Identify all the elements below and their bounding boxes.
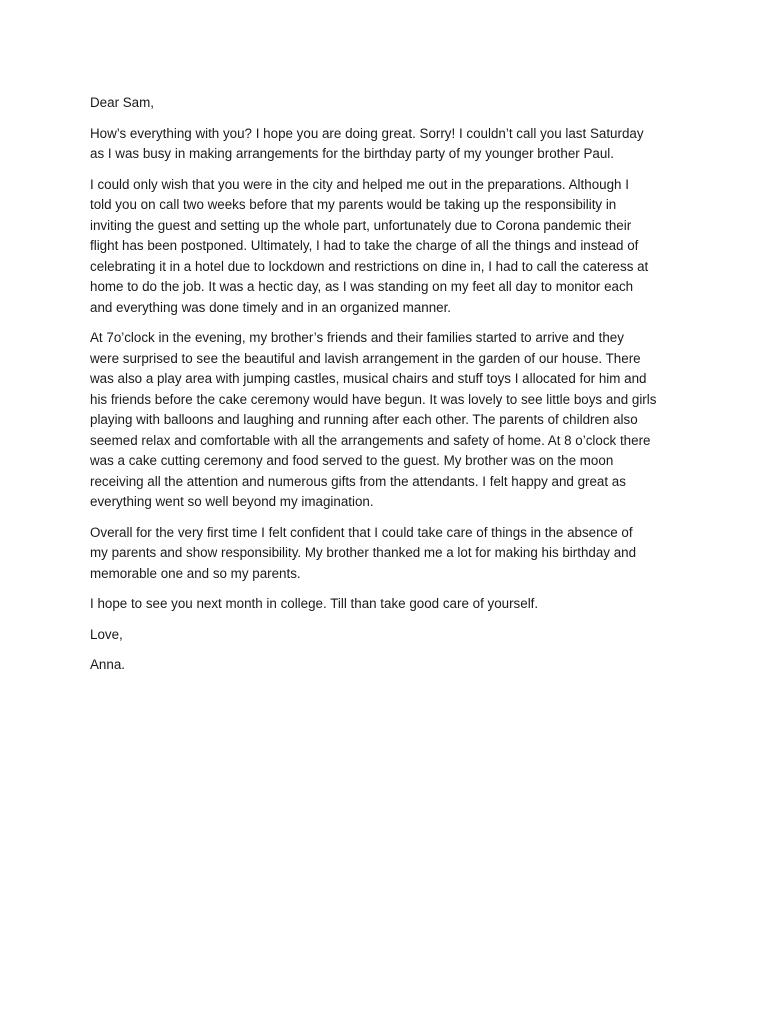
closing: Love, xyxy=(90,626,123,642)
signature: Anna. xyxy=(90,657,125,672)
paragraph-2: I could only wish that you were in the city and helped me out in the preparations. Although I told you on call two weeks before that my parents would be taking up the responsibility in inviting the guest and setting up the whole part, unfortunately due to Corona pandemic their flight has been postponed. Ultimately, I had to take the charge of all the things and instead of celebrating it in a hotel due to lockdown and restrictions on dine in, I had to call the cateress at home to do the job. It was a hectic day, as I was standing on my feet all day to monitor each and everything was done timely and in an organized manner. xyxy=(90,176,649,315)
paragraph-1: How’s everything with you? I hope you are doing great. Sorry! I couldn’t call you last Saturday as I was busy in making arrangements for the birthday party of my younger brother Paul. xyxy=(90,125,644,161)
letter-body xyxy=(90,93,680,686)
paragraph-4: Overall for the very first time I felt confident that I could take care of things in the absence of my parents and show responsibility. My brother thanked me a lot for making his birthday and memorable one and so my parents. xyxy=(90,524,637,581)
paragraph-5: I hope to see you next month in college. Till than take good care of yourself. xyxy=(90,596,539,611)
salutation: Dear Sam, xyxy=(90,95,154,110)
paragraph-3: At 7o’clock in the evening, my brother’s friends and their families started to arrive and they were surprised to see the beautiful and lavish arrangement in the garden of our house. There was also a play area with jumping castles, musical chairs and stuff toys I allocated for him and his friends before the cake ceremony would have begun. It was lovely to see little boys and girls playing with balloons and laughing and running after each other. The parents of children also seemed relax and comfortable with all the arrangements and safety of home. At 8 o’clock there was a cake cutting ceremony and food served to the guest. My brother was on the moon receiving all the attention and numerous gifts from the attendants. I felt happy and great as everything went so well beyond my imagination. xyxy=(90,330,657,509)
